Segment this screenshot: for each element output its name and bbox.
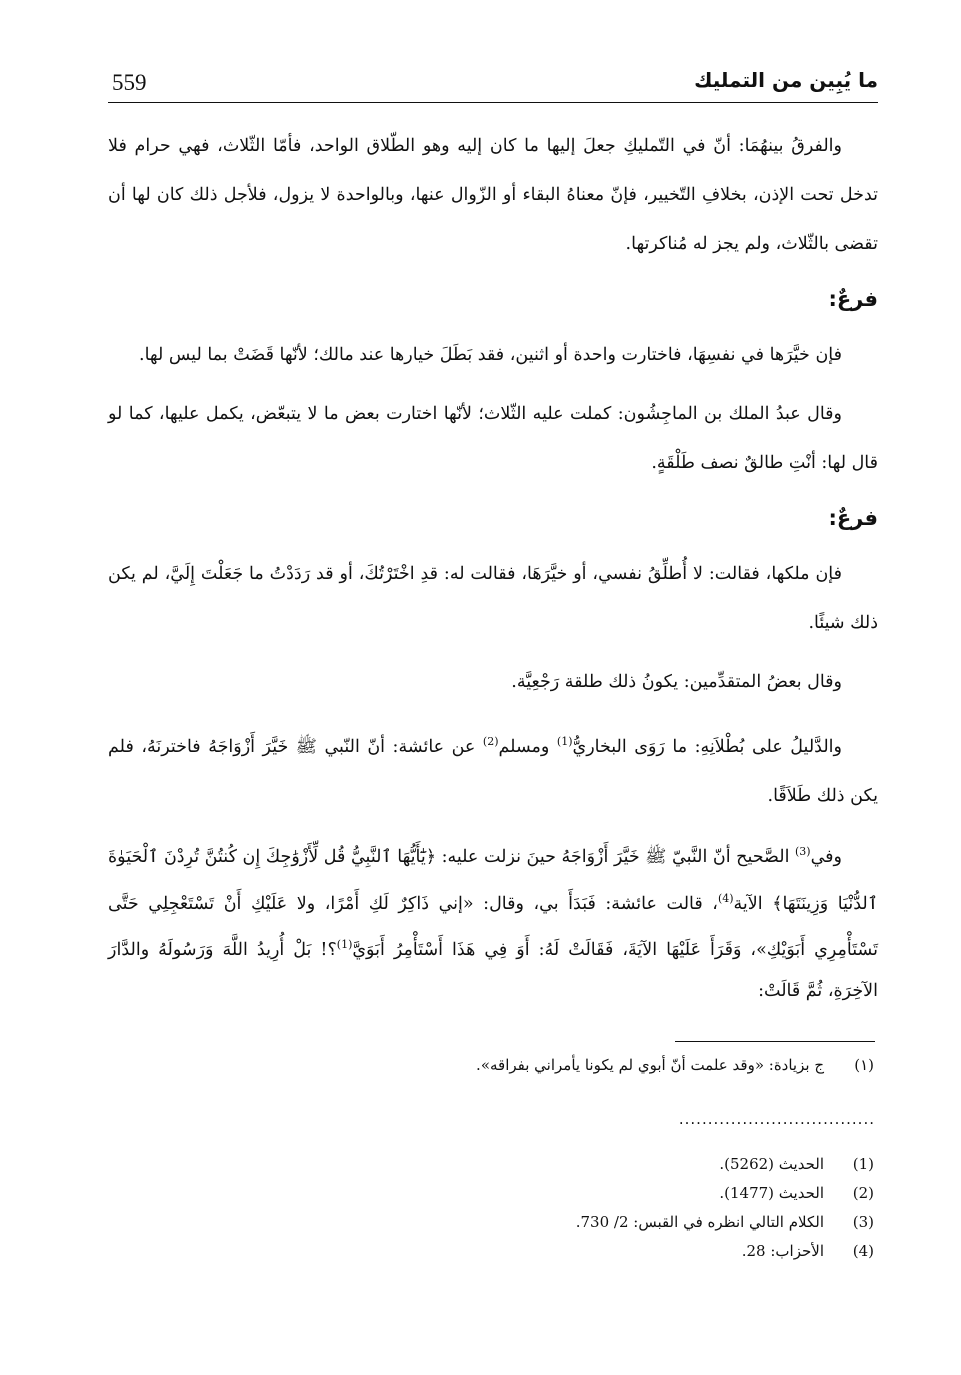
footnote-ref-2: (2) [482, 735, 499, 748]
footnote-text: الحديث (5262). [719, 1155, 824, 1173]
footnote-text: الأحزاب: 28. [741, 1242, 824, 1260]
footnote-ref-4: (4) [717, 891, 734, 905]
footnote-number: (1) [852, 1155, 874, 1173]
footnote-number: (١) [854, 1056, 874, 1074]
paragraph-4: فإن ملكها، فقالت: لا أُطلِّقُ نفسي، أو خيَّرَهَا، فقالت له: قدِ اخْتَرْتُكَ، أو قد رَدَدْتُ ما جَعَلْتَ إِلَيَّ، لم يكن ذلك شيئًا. [108, 564, 878, 633]
variant-footnotes [108, 1052, 878, 1078]
paragraph-6 [108, 717, 878, 821]
page-number: 559 [112, 70, 147, 95]
paragraph-1: والفرقُ بينهُمَا: أنّ في التّمليكِ جعلَ إليها ما كان إليه وهو الطّلاق الواحد، فأمّا الثّلاث، فهي حرام فلا تدخل تحت الإذن، بخلافِ التّخيير، فإنّ معناهُ البقاء أو الزّوال عنها، وبالواحدة لا يزول، فلأجل ذلك كان لها أن تقضى بالثّلاث، ولم يجز له مُناكرتها. [108, 136, 878, 254]
main-text [108, 122, 878, 1022]
footnote-number: (3) [852, 1213, 874, 1231]
footnote [108, 1237, 878, 1266]
footnote-text: ج بزيادة: «وقد علمت أنّ أبوي لم يكونا يأمراني بفراقه». [476, 1056, 824, 1074]
variant-footnote [108, 1052, 878, 1078]
source-footnotes [108, 1150, 878, 1266]
footnote-ref-3: (3) [795, 844, 811, 858]
footnote-text: الحديث (1477). [719, 1184, 824, 1202]
paragraph-6-text-a: والدَّليلُ على بُطْلاَنِهِ: ما رَوَى البخاريُّ [572, 736, 842, 757]
paragraph-7-text-b: الصَّحيح أنّ النَّبيّ ﷺ خَيَّرَ أَزْوَاجَهُ حينَ نزلت عليه: ﴿يَٰٓأَيُّهَا ٱلنَّبِيُّ قُل لِّأَزْوَٰجِكَ إِن كُنتُنَّ تُرِدْنَ ٱلْحَيَوٰةَ ٱلدُّنْيَا وَزِينَتَهَا﴾ الآية [108, 846, 878, 914]
running-title: ما يُبِين من التمليك [694, 68, 878, 92]
footnote-number: (2) [852, 1184, 874, 1202]
dotted-separator: .................................. [678, 1110, 875, 1128]
paragraph-7-text-d: ؟! بَلْ أُرِيدُ اللَّهَ وَرَسُولَهُ والدَّارَ الآخِرَةِ، ثُمَّ قَالَتْ: [108, 940, 878, 1002]
footnote-number: (4) [852, 1242, 874, 1260]
paragraph-5: وقال بعضُ المتقدِّمين: يكونُ ذلك طلقة رَجْعِيَّة. [511, 672, 842, 692]
section-heading-1: فرعٌ: [828, 287, 878, 311]
footnote [108, 1150, 878, 1179]
paragraph-6-text-c: عن عائشة: أنّ النّبي ﷺ خَيَّرَ أَزْوَاجَهُ فاخترنَهُ، فلم يكن ذلك طَلاَقًا. [108, 736, 878, 806]
paragraph-6-text-b: ومسلم [498, 736, 557, 757]
footnote [108, 1179, 878, 1208]
footnote-ref-1: (1) [556, 735, 573, 748]
page-header [108, 66, 878, 103]
paragraph-7 [108, 831, 878, 1012]
paragraph-3: وقال عبدُ الملك بن الماجِشُون: كملت عليه الثّلاث؛ لأنّها اختارت بعض ما لا يتبعّض، يكمل عليها، كما لو قال لها: أنْتِ طالقٌ نصف طَلْقَةٍ. [108, 404, 878, 473]
footnote-ref-variant-1: (1) [336, 938, 353, 952]
paragraph-7-text-c: ، قالت عائشة: فَبَدَأَ بي، وقال: «إني ذَاكِرٌ لَكِ أَمْرًا، ولا عَلَيْكِ أَنْ تَسْتَعْجِلِي حَتَّى تَسْتَأْمِرِي أَبَوَيْكِ»، وَقَرَأَ عَلَيْهَا الآيَةَ، فَقَالَتْ لَهُ: أَوَ فِي هَذَا أَسْتَأْمِرُ أَبَوَيَّ [108, 893, 879, 961]
paragraph-2: فإن خيَّرَها في نفسِهَا، فاختارت واحدة أو اثنين، فقد بَطَلَ خيارها عند مالك؛ لأنّها قَضَتْ بما ليس لها. [139, 345, 842, 365]
footnote-divider [675, 1041, 875, 1042]
footnote [108, 1208, 878, 1237]
footnote-text: الكلام التالي انظره في القبس: 2/ 730. [575, 1213, 824, 1231]
section-heading-2: فرعٌ: [828, 506, 878, 530]
paragraph-7-text-a: وفي [810, 846, 842, 867]
